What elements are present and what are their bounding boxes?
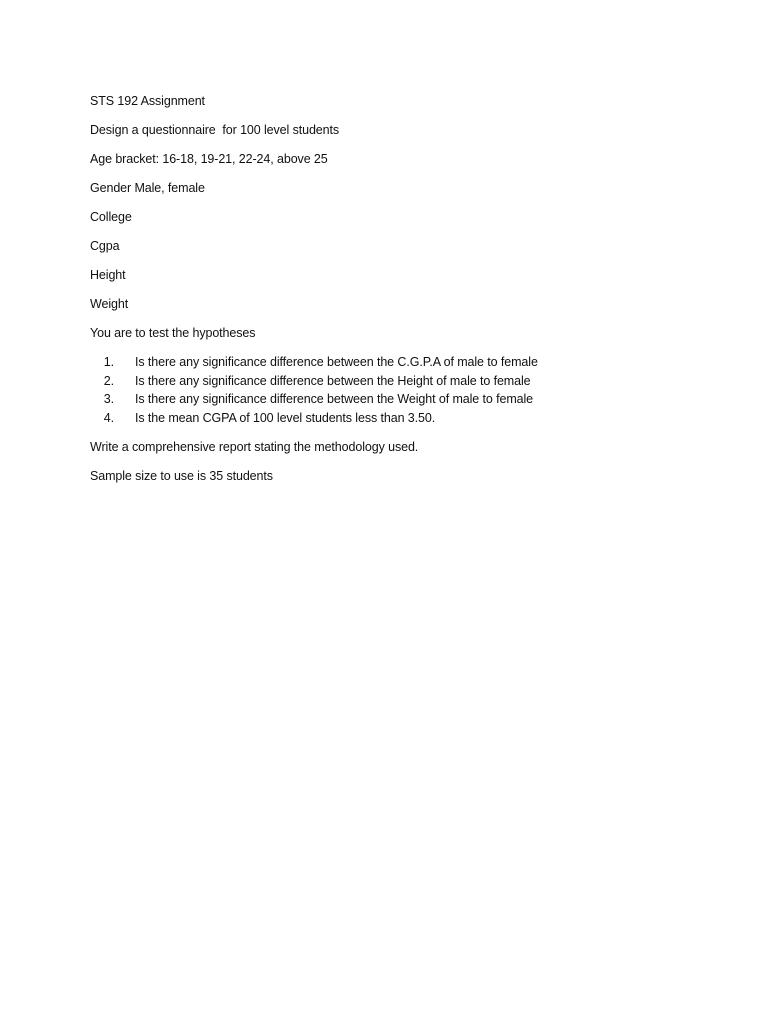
intro-text: Design a questionnaire for 100 level students bbox=[90, 123, 340, 137]
field-college: College bbox=[90, 210, 132, 224]
list-item-number: 3. bbox=[103, 392, 114, 407]
document-title: STS 192 Assignment bbox=[90, 94, 205, 108]
hypotheses-intro: You are to test the hypotheses bbox=[90, 326, 256, 340]
field-weight: Weight bbox=[90, 297, 129, 311]
hypotheses-list bbox=[90, 353, 690, 428]
list-item-number: 4. bbox=[103, 411, 114, 426]
sample-size-text: Sample size to use is 35 students bbox=[90, 468, 273, 483]
field-gender: Gender Male, female bbox=[90, 181, 205, 195]
list-item-text: Is there any significance difference between the C.G.P.A of male to female bbox=[135, 355, 538, 369]
report-instruction: Write a comprehensive report stating the methodology used. bbox=[90, 439, 419, 454]
list-item bbox=[90, 353, 690, 372]
field-cgpa: Cgpa bbox=[90, 239, 120, 253]
list-item-text: Is the mean CGPA of 100 level students less than 3.50. bbox=[135, 411, 436, 426]
list-item bbox=[90, 372, 690, 391]
list-item-text: Is there any significance difference between the Weight of male to female bbox=[135, 392, 534, 407]
document-body bbox=[90, 92, 690, 496]
field-age-bracket: Age bracket: 16-18, 19-21, 22-24, above 25 bbox=[90, 152, 328, 166]
field-height: Height bbox=[90, 268, 126, 282]
list-item-number: 2. bbox=[103, 373, 114, 388]
list-item-text: Is there any significance difference between the Height of male to female bbox=[135, 373, 531, 388]
list-item bbox=[90, 409, 690, 428]
list-item-number: 1. bbox=[103, 355, 114, 369]
list-item bbox=[90, 390, 690, 409]
